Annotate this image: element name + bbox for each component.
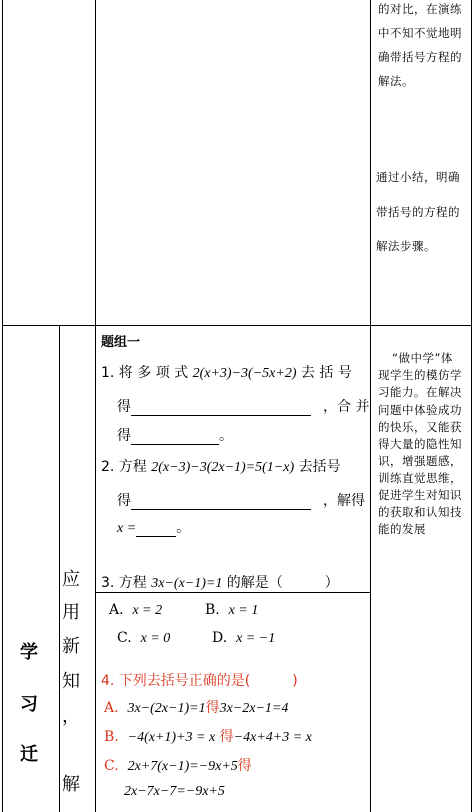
- q2-expression: 2(x−3)−3(2x−1)=5(1−x): [151, 460, 295, 475]
- right-note-10: 的获取和认知技: [378, 505, 462, 519]
- q4-option-c-left: 2x+7(x−1)=−9x+5: [127, 759, 238, 774]
- note-line-2: 中不知不觉地明: [378, 26, 462, 40]
- q3-option-b-value: x = 1: [228, 603, 259, 618]
- q4-option-b-de: 得: [219, 729, 234, 745]
- column-divider-3: [370, 0, 371, 812]
- q4-option-a-de: 得: [205, 700, 220, 716]
- q1-expression: 2(x+3)−3(−5x+2): [192, 366, 297, 381]
- q4-option-a-right: 3x−2x−1=4: [219, 701, 289, 716]
- q4-option-b[interactable]: [104, 726, 312, 746]
- q3-option-d[interactable]: [212, 630, 275, 647]
- q2-line-3: [117, 517, 190, 537]
- mid-header-char-6: 解: [62, 774, 80, 795]
- q2-line-2: [117, 490, 365, 510]
- right-note-11: 能的发展: [378, 522, 426, 536]
- q1-line-2: [117, 396, 369, 416]
- q3-option-d-value: x = −1: [236, 631, 276, 646]
- q3-option-a-label: A.: [109, 602, 124, 618]
- q2-prefix: 2. 方程: [101, 459, 152, 475]
- mid-divider: [95, 592, 371, 593]
- row-divider: [2, 325, 472, 326]
- q1-suffix: 去 括 号: [296, 365, 352, 381]
- q2-suffix: 去括号: [294, 459, 341, 475]
- q2-solve-label: ，解得: [323, 493, 365, 509]
- q2-variable: x =: [117, 521, 137, 536]
- left-header-char-1: 学: [20, 642, 38, 663]
- q4-option-a-left: 3x−(2x−1)=1: [127, 701, 206, 716]
- note-line-3: 确带括号方程的: [378, 50, 462, 64]
- q3-option-a-value: x = 2: [132, 603, 163, 618]
- q1-blank-merged[interactable]: [131, 430, 219, 445]
- left-header-char-2: 习: [20, 694, 38, 715]
- q4-option-c-de: 得: [237, 758, 252, 774]
- q2-blank-answer[interactable]: [136, 522, 176, 537]
- note-line-1: 的对比，在演练: [378, 2, 462, 16]
- q3-prefix: 3. 方程: [101, 575, 152, 591]
- q4-option-b-label: B.: [104, 729, 119, 745]
- summary-line-2: 带括号的方程的: [376, 205, 460, 219]
- q1-de-label: 得: [117, 399, 131, 415]
- mid-header-char-5: ，: [62, 706, 80, 727]
- q3-option-c-value: x = 0: [140, 631, 171, 646]
- right-note-8: 训练直觉思维，: [378, 471, 462, 485]
- q4-option-c[interactable]: [104, 755, 252, 775]
- right-note-7: 识，增强题感，: [378, 454, 462, 468]
- q3-option-c-label: C.: [117, 630, 132, 646]
- q4-option-b-right: −4x+4+3 = x: [233, 730, 312, 745]
- column-divider-1: [59, 326, 60, 812]
- q1-de-label-2: 得: [117, 428, 131, 444]
- q3-option-a[interactable]: [109, 602, 162, 619]
- q3-suffix: 的解是（ ）: [222, 575, 339, 591]
- q2-blank-expanded[interactable]: [131, 495, 311, 510]
- left-header-char-3: 迁: [20, 744, 38, 765]
- q4-title: 4. 下列去括号正确的是( ): [101, 673, 298, 689]
- q1-line-1: [101, 362, 352, 382]
- q4-option-b-left: −4(x+1)+3 = x: [127, 730, 216, 745]
- mid-header-char-2: 用: [62, 602, 80, 623]
- right-note-5: 的快乐，又能获: [378, 420, 462, 434]
- group-title: 题组一: [101, 335, 141, 350]
- right-note-2: 现学生的模仿学: [378, 368, 462, 382]
- q1-end-mark: 。: [219, 428, 233, 444]
- q1-merge-label: ，合 并: [323, 399, 370, 415]
- q4-option-a-label: A.: [104, 700, 119, 716]
- q3-option-b-label: B.: [205, 602, 220, 618]
- table-left-border: [2, 0, 3, 812]
- right-note-1: “做中学”体: [392, 351, 453, 365]
- q2-de-label: 得: [117, 493, 131, 509]
- q1-blank-expanded[interactable]: [131, 401, 311, 416]
- right-note-3: 习能力。在解决: [378, 385, 462, 399]
- column-divider-2: [95, 0, 96, 812]
- q3-option-c[interactable]: [117, 630, 170, 647]
- note-line-4: 解法。: [378, 74, 414, 88]
- right-note-9: 促进学生对知识: [378, 488, 462, 502]
- q4-option-a[interactable]: [104, 697, 288, 717]
- q3-option-b[interactable]: [205, 602, 258, 619]
- table-right-border: [471, 0, 472, 812]
- q3-expression: 3x−(x−1)=1: [151, 576, 223, 591]
- q1-prefix: 1. 将 多 项 式: [101, 365, 193, 381]
- mid-header-char-1: 应: [62, 569, 80, 590]
- q3-line-1: [101, 572, 339, 592]
- summary-line-3: 解法步骤。: [376, 239, 436, 253]
- q4-option-c-label: C.: [104, 758, 119, 774]
- q2-line-1: [101, 456, 341, 476]
- mid-header-char-4: 知: [62, 671, 80, 692]
- summary-line-1: 通过小结，明确: [376, 170, 460, 184]
- q4-option-c-right: 2x−7x−7=−9x+5: [124, 784, 225, 799]
- mid-header-char-3: 新: [62, 636, 80, 657]
- right-note-6: 得大量的隐性知: [378, 437, 462, 451]
- q3-option-d-label: D.: [212, 630, 228, 646]
- q2-end-mark: 。: [176, 520, 191, 536]
- q1-line-3: [117, 425, 233, 445]
- right-note-4: 问题中体验成功: [378, 403, 462, 417]
